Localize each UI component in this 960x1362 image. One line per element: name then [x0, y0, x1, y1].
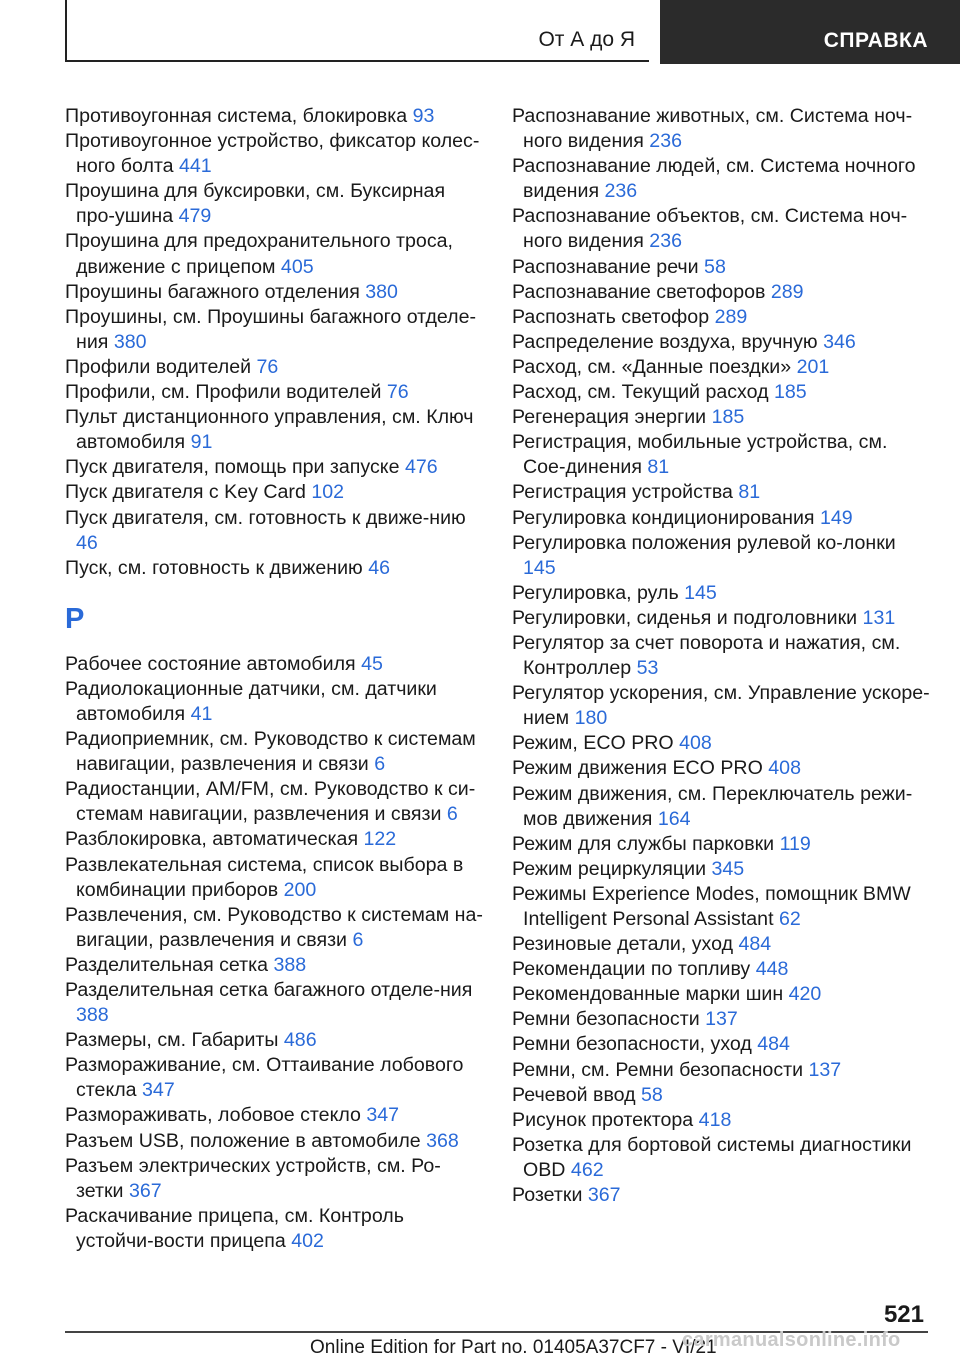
index-entry — [512, 480, 932, 505]
index-list-r — [65, 652, 485, 1254]
entry-page-link[interactable]: 145 — [684, 581, 717, 604]
section-letter: Р — [65, 602, 85, 635]
entry-page-link[interactable]: 289 — [770, 280, 804, 303]
entry-term: Радиостанции, AM/FM, см. Руководство к си-стемам навигации, развлечения и связи — [65, 778, 476, 826]
entry-page-link[interactable]: 58 — [704, 255, 726, 278]
entry-page-link[interactable]: 462 — [570, 1158, 604, 1181]
index-entry — [512, 104, 932, 154]
entry-page-link[interactable]: 149 — [819, 506, 853, 529]
entry-term: Распознавание животных, см. Система ноч-ного видения — [512, 105, 913, 153]
entry-page-link[interactable]: 408 — [768, 757, 801, 780]
entry-page-link[interactable]: 6 — [446, 803, 458, 826]
entry-term: Регулятор ускорения, см. Управление ускоре-нием — [512, 682, 930, 730]
entry-page-link[interactable]: 408 — [679, 732, 712, 755]
watermark: carmanualsonline.info — [682, 1329, 901, 1351]
index-entry — [65, 380, 485, 405]
entry-term: Размораживание, см. Оттаивание лобового стекла — [65, 1054, 464, 1102]
index-entry — [512, 355, 932, 380]
entry-term: Проушина для предохранительного троса, движение с прицепом — [65, 230, 453, 278]
entry-term: Распознавание светофоров — [512, 280, 766, 303]
entry-page-link[interactable]: 402 — [291, 1229, 324, 1252]
index-entry — [65, 1053, 485, 1103]
entry-term: Разъем USB, положение в автомобиле — [65, 1129, 421, 1152]
index-entry — [512, 405, 932, 430]
entry-page-link[interactable]: 367 — [128, 1179, 162, 1202]
entry-page-link[interactable]: 185 — [711, 406, 745, 429]
entry-term: Проушины багажного отделения — [65, 280, 360, 303]
entry-term: Противоугонное устройство, фиксатор колес-ного болта — [65, 130, 480, 178]
entry-page-link[interactable]: 479 — [178, 205, 212, 228]
index-entry — [65, 129, 485, 179]
entry-term: Режимы Experience Modes, помощник BMW Intelligent Personal Assistant — [512, 882, 911, 930]
entry-term: Радиоприемник, см. Руководство к системам навигации, развлечения и связи — [65, 728, 476, 776]
index-entry — [512, 1058, 932, 1083]
index-entry — [512, 957, 932, 982]
entry-term: Речевой ввод — [512, 1083, 636, 1106]
entry-page-link[interactable]: 62 — [778, 908, 801, 930]
entry-page-link[interactable]: 200 — [283, 878, 317, 901]
index-list-p — [65, 104, 485, 581]
index-entry — [512, 681, 932, 731]
index-entry — [65, 777, 485, 827]
entry-term: Разблокировка, автоматическая — [65, 828, 359, 851]
section-tab — [65, 0, 649, 62]
footer-edition: Online Edition for Part no. 01405A37CF7 - VI/21 — [310, 1337, 717, 1358]
chapter-title: СПРАВКА — [823, 29, 928, 52]
entry-term: Ремни, см. Ремни безопасности — [512, 1058, 804, 1081]
entry-page-link[interactable]: 236 — [649, 230, 682, 253]
index-entry — [65, 506, 485, 556]
index-column-right — [512, 104, 932, 1208]
entry-term: Рисунок протектора — [512, 1108, 694, 1131]
index-entry — [65, 305, 485, 355]
entry-term: Регистрация устройства — [512, 481, 733, 504]
entry-page-link[interactable]: 122 — [363, 828, 397, 851]
entry-page-link[interactable]: 420 — [788, 983, 822, 1006]
index-entry — [512, 154, 932, 204]
index-entry — [512, 631, 932, 681]
entry-term: Размеры, см. Габариты — [65, 1029, 279, 1052]
index-entry — [65, 355, 485, 380]
entry-page-link[interactable]: 289 — [714, 305, 748, 328]
index-entry — [65, 480, 485, 505]
index-entry — [65, 229, 485, 279]
index-entry — [65, 727, 485, 777]
index-entry — [65, 1204, 485, 1254]
index-entry — [65, 953, 485, 978]
entry-term: Резиновые детали, уход — [512, 933, 734, 956]
entry-term: Противоугонная система, блокировка — [65, 105, 408, 127]
index-entry — [65, 677, 485, 727]
entry-page-link[interactable]: 81 — [647, 456, 670, 479]
index-entry — [512, 1133, 932, 1183]
entry-page-link[interactable]: 185 — [773, 381, 807, 404]
entry-term: Рабочее состояние автомобиля — [65, 652, 356, 675]
entry-term: Регулировка кондиционирования — [512, 506, 815, 529]
entry-page-link[interactable]: 405 — [280, 255, 314, 278]
entry-term: Развлекательная система, список выбора в комбинации приборов — [65, 853, 464, 901]
index-entry — [512, 731, 932, 756]
index-entry — [512, 982, 932, 1007]
index-entry — [65, 1129, 485, 1154]
index-entry — [512, 756, 932, 781]
entry-page-link[interactable]: 441 — [179, 155, 212, 178]
index-column-left — [65, 104, 485, 1254]
entry-term: Радиолокационные датчики, см. датчики автомобиля — [65, 677, 437, 725]
entry-term: Разделительная сетка — [65, 953, 269, 976]
entry-term: Разъем электрических устройств, см. Ро-зетки — [65, 1154, 441, 1202]
index-entry — [65, 556, 485, 581]
entry-page-link[interactable]: 388 — [76, 1004, 109, 1027]
index-entry — [65, 652, 485, 677]
entry-term: Регенерация энергии — [512, 406, 707, 429]
entry-term: Режим для службы парковки — [512, 832, 775, 855]
index-entry — [512, 581, 932, 606]
entry-page-link[interactable]: 418 — [698, 1108, 732, 1131]
index-entry — [65, 104, 485, 129]
entry-term: Режим, ECO PRO — [512, 732, 674, 755]
index-entry — [512, 531, 932, 581]
index-entry — [65, 827, 485, 852]
entry-page-link[interactable]: 346 — [823, 330, 856, 353]
entry-term: Профили, см. Профили водителей — [65, 381, 382, 404]
entry-term: Разделительная сетка багажного отделе-ния — [65, 979, 473, 1001]
entry-page-link[interactable]: 201 — [796, 355, 830, 378]
entry-term: Регулировка, руль — [512, 581, 679, 604]
entry-term: Регистрация, мобильные устройства, см. Сое-динения — [512, 431, 888, 479]
page-header — [65, 0, 960, 64]
section-title: От А до Я — [538, 28, 635, 51]
entry-term: Рекомендованные марки шин — [512, 983, 784, 1006]
entry-page-link[interactable]: 486 — [283, 1029, 317, 1052]
index-entry — [512, 882, 932, 932]
entry-page-link[interactable]: 484 — [757, 1033, 790, 1056]
entry-page-link[interactable]: 484 — [738, 933, 772, 956]
entry-page-link[interactable]: 367 — [587, 1184, 621, 1207]
entry-page-link[interactable]: 137 — [705, 1008, 738, 1031]
index-entry — [512, 832, 932, 857]
entry-page-link[interactable]: 76 — [386, 381, 409, 404]
entry-term: Пуск, см. готовность к движению — [65, 556, 363, 579]
entry-page-link[interactable]: 345 — [711, 857, 745, 880]
entry-term: Пуск двигателя, см. готовность к движе-нию — [65, 506, 466, 529]
index-entry — [65, 405, 485, 455]
entry-page-link[interactable]: 6 — [374, 753, 386, 776]
entry-term: Распознавание речи — [512, 255, 699, 278]
entry-term: Регулятор за счет поворота и нажатия, см. Контроллер — [512, 631, 901, 680]
entry-term: Розетки — [512, 1184, 583, 1207]
entry-term: Размораживать, лобовое стекло — [65, 1104, 361, 1127]
index-entry — [512, 1083, 932, 1108]
entry-page-link[interactable]: 81 — [738, 481, 761, 504]
entry-page-link[interactable]: 131 — [862, 606, 896, 629]
entry-term: Распределение воздуха, вручную — [512, 330, 818, 353]
index-entry — [512, 606, 932, 631]
index-entry — [512, 1108, 932, 1133]
index-entry — [65, 179, 485, 229]
entry-term: Проушины, см. Проушины багажного отделе-ния — [65, 305, 477, 353]
chapter-tab — [660, 0, 960, 64]
index-entry — [65, 455, 485, 480]
entry-page-link[interactable]: 476 — [404, 456, 438, 479]
entry-page-link[interactable]: 236 — [604, 180, 638, 203]
entry-term: Регулировка положения рулевой ко-лонки — [512, 531, 896, 554]
entry-term: Режим движения ECO PRO — [512, 757, 763, 780]
entry-term: Профили водителей — [65, 355, 252, 378]
entry-term: Режим рециркуляции — [512, 857, 707, 880]
index-entry — [65, 280, 485, 305]
entry-term: Расход, см. Текущий расход — [512, 381, 769, 404]
entry-page-link[interactable]: 368 — [426, 1129, 459, 1152]
entry-term: Пуск двигателя, помощь при запуске — [65, 456, 400, 479]
entry-page-link[interactable]: 180 — [574, 707, 608, 730]
entry-term: Пульт дистанционного управления, см. Ключ автомобиля — [65, 406, 474, 454]
entry-page-link[interactable]: 448 — [755, 958, 789, 981]
index-list-r-continued — [512, 104, 932, 1208]
index-entry — [512, 280, 932, 305]
index-entry — [512, 430, 932, 480]
index-entry — [65, 1154, 485, 1204]
entry-term: Развлечения, см. Руководство к системам на-вигации, развлечения и связи — [65, 903, 483, 951]
entry-page-link[interactable]: 91 — [190, 431, 213, 454]
entry-page-link[interactable]: 236 — [649, 130, 682, 153]
entry-term: Пуск двигателя с Key Card — [65, 481, 306, 504]
entry-term: Раскачивание прицепа, см. Контроль устойчи-вости прицепа — [65, 1204, 404, 1252]
entry-page-link[interactable]: 347 — [142, 1079, 175, 1102]
index-entry — [65, 1103, 485, 1128]
index-entry — [512, 782, 932, 832]
index-entry — [65, 978, 485, 1028]
index-entry — [512, 204, 932, 254]
entry-page-link[interactable]: 347 — [366, 1104, 400, 1127]
entry-page-link[interactable]: 137 — [808, 1058, 842, 1081]
index-entry — [512, 255, 932, 280]
entry-page-link[interactable]: 119 — [779, 832, 811, 855]
entry-page-link[interactable]: 164 — [657, 807, 691, 830]
index-entry — [65, 1028, 485, 1053]
entry-term: Регулировки, сиденья и подголовники — [512, 606, 858, 629]
entry-page-link[interactable]: 102 — [311, 481, 345, 504]
entry-page-link[interactable]: 46 — [76, 531, 98, 554]
entry-term: Расход, см. «Данные поездки» — [512, 355, 792, 378]
entry-term: Распознать светофор — [512, 305, 710, 328]
index-entry — [65, 853, 485, 903]
index-entry — [512, 380, 932, 405]
entry-page-link[interactable]: 388 — [273, 953, 307, 976]
entry-page-link[interactable]: 41 — [190, 702, 213, 725]
entry-page-link[interactable]: 93 — [412, 105, 435, 127]
entry-term: Распознавание людей, см. Система ночного видения — [512, 155, 916, 203]
index-entry — [512, 1007, 932, 1032]
entry-page-link[interactable]: 53 — [636, 657, 659, 680]
index-entry — [512, 305, 932, 330]
entry-page-link[interactable]: 58 — [641, 1083, 663, 1106]
index-entry — [65, 903, 485, 953]
index-entry — [512, 932, 932, 957]
entry-page-link[interactable]: 380 — [113, 330, 147, 353]
index-entry — [512, 857, 932, 882]
entry-term: Рекомендации по топливу — [512, 958, 751, 981]
entry-term: Розетка для бортовой системы диагностики OBD — [512, 1133, 912, 1181]
entry-term: Ремни безопасности — [512, 1008, 700, 1031]
entry-term: Ремни безопасности, уход — [512, 1033, 752, 1056]
index-entry — [512, 1032, 932, 1057]
entry-page-link[interactable]: 46 — [368, 556, 390, 579]
entry-page-link[interactable]: 145 — [523, 556, 556, 579]
entry-page-link[interactable]: 380 — [365, 280, 398, 303]
index-entry — [512, 1183, 932, 1208]
entry-page-link[interactable]: 6 — [352, 928, 364, 951]
index-entry — [512, 506, 932, 531]
entry-term: Проушина для буксировки, см. Буксирная про-ушина — [65, 180, 446, 228]
entry-page-link[interactable]: 76 — [256, 355, 279, 378]
entry-term: Распознавание объектов, см. Система ноч-ного видения — [512, 205, 908, 253]
entry-term: Режим движения, см. Переключатель режи-мов движения — [512, 782, 913, 830]
page-number: 521 — [883, 1301, 924, 1328]
index-entry — [512, 330, 932, 355]
entry-page-link[interactable]: 45 — [361, 652, 383, 675]
